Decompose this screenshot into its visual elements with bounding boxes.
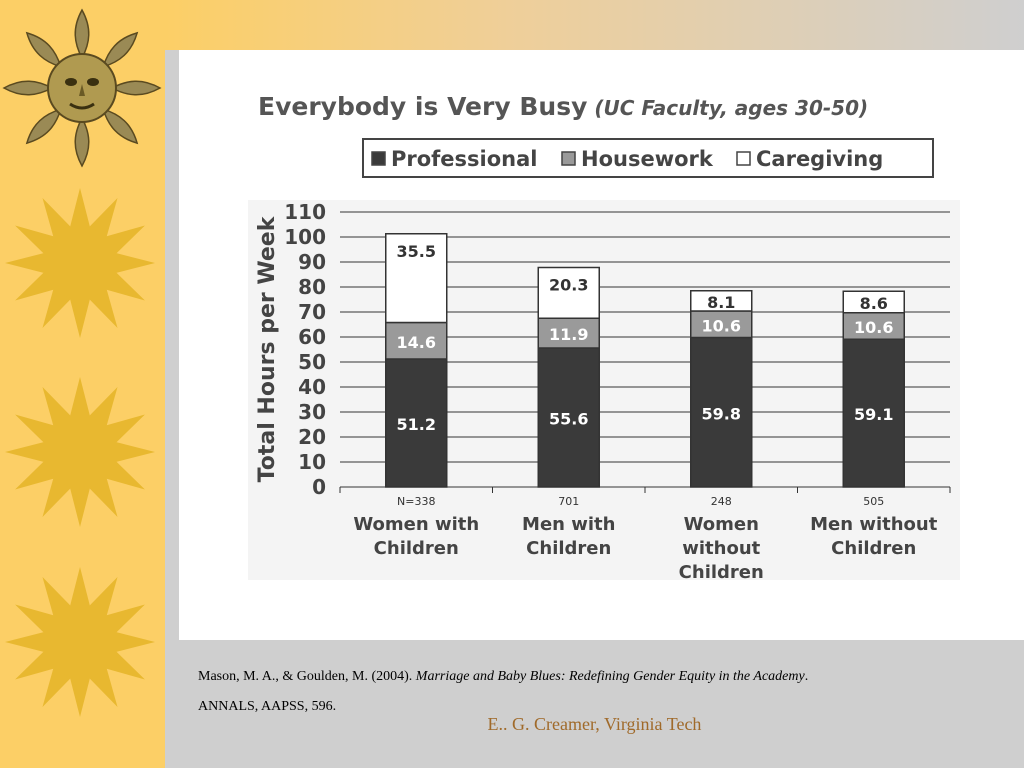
sample-size-label: 505 [863,495,885,508]
data-label: 11.9 [549,325,589,345]
legend-label: Caregiving [756,147,884,171]
y-tick-label: 110 [284,200,326,224]
data-label: 8.1 [707,292,736,312]
y-tick-label: 40 [298,375,326,399]
citation-authors: Mason, M. A., & Goulden, M. (2004). [198,669,416,684]
category-label: Children [678,562,764,580]
sun-icon [0,183,160,343]
sample-size-label: N=338 [397,495,436,508]
y-axis-label: Total Hours per Week [255,216,280,483]
left-decorative-bar [0,0,165,768]
y-tick-label: 70 [298,300,326,324]
chart-canvas [248,80,960,580]
y-tick-label: 30 [298,400,326,424]
footer-author: E.. G. Creamer, Virginia Tech [487,714,702,734]
category-label: Men without [810,514,938,535]
citation [198,662,998,722]
data-label: 14.6 [396,332,436,352]
citation-title-period: . [804,669,809,684]
data-label: 59.8 [701,404,741,424]
category-label: Children [373,538,459,559]
data-label: 59.1 [854,405,894,425]
y-tick-label: 90 [298,250,326,274]
citation-journal: ANNALS, AAPSS, 596. [198,699,337,714]
y-tick-label: 80 [298,275,326,299]
sun-icon [0,562,160,722]
legend-label: Professional [391,147,538,171]
data-label: 51.2 [396,415,436,434]
y-tick-label: 100 [284,225,326,249]
category-label: Children [831,538,917,559]
category-label: Children [526,538,612,559]
top-gradient-band [165,0,1024,50]
sun-icon [0,372,160,532]
data-label: 35.5 [396,241,436,261]
y-tick-label: 10 [298,450,326,474]
data-label: 8.6 [859,294,888,313]
category-label: without [682,538,761,559]
data-label: 10.6 [854,318,894,337]
y-tick-label: 20 [298,425,326,449]
legend-label: Housework [581,147,713,171]
y-tick-label: 60 [298,325,326,349]
stacked-bar-chart [248,80,960,580]
chart-title: Everybody is Very Busy (UC Faculty, ages 30-50) [258,92,869,121]
category-label: Women with [353,514,480,535]
y-tick-label: 0 [312,475,326,499]
sample-size-label: 248 [710,495,732,508]
data-label: 20.3 [549,275,589,295]
data-label: 55.6 [549,409,589,429]
category-label: Men with [522,514,616,535]
category-label: Women [683,514,759,535]
y-tick-label: 50 [298,350,326,374]
sample-size-label: 701 [558,495,580,508]
legend-swatch [737,152,750,165]
metal-sun-face-icon [2,5,162,170]
citation-title: Marriage and Baby Blues: Redefining Gender Equity in the Academy [415,669,805,684]
data-label: 10.6 [701,316,741,336]
citation-line-1 [198,662,998,692]
legend-swatch [372,152,385,165]
legend-swatch [562,152,575,165]
chart-subtitle: (UC Faculty, ages 30-50) [587,96,869,120]
